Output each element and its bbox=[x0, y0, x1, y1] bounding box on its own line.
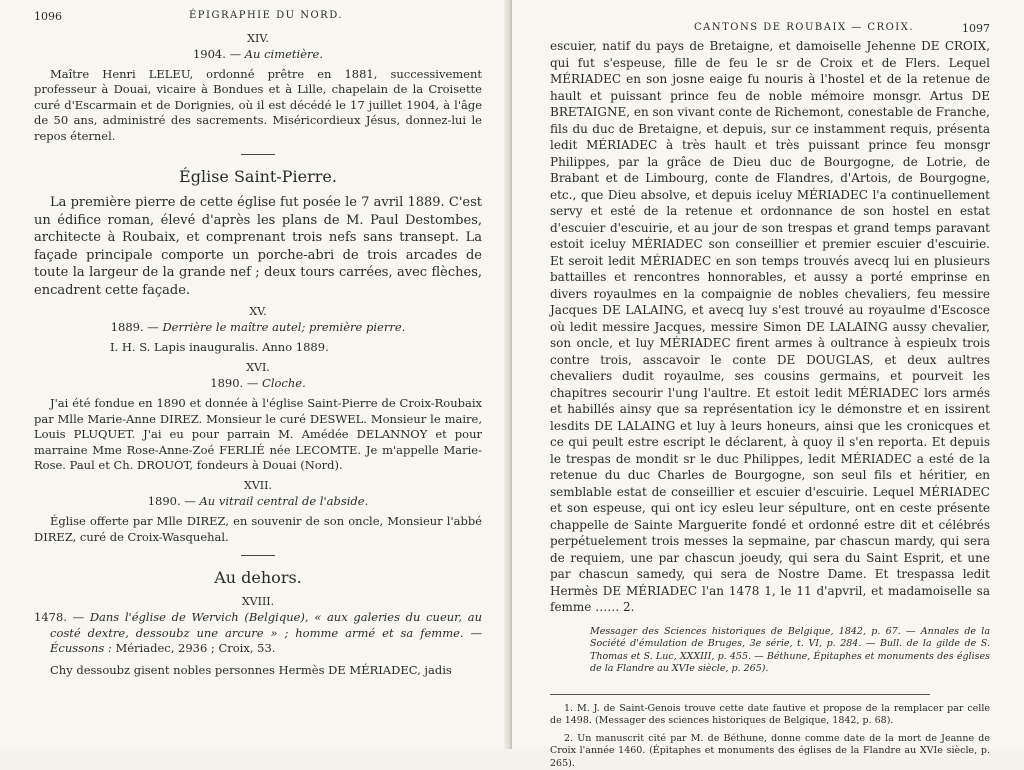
footnote-2: 2. Un manuscrit cité par M. de Béthune, donne comme date de la mort de Jeanne de Croix l'année 1460. (Épitaphes et monuments des églises de la Flandre au XVIe siècle, p. 265). bbox=[550, 733, 990, 770]
entry-numeral-xvi: XVI. bbox=[34, 361, 482, 374]
entry-place: Cloche. bbox=[262, 376, 306, 390]
source-references: Messager des Sciences historiques de Belgique, 1842, p. 67. — Annales de la Société d'émulation de Bruges, 3e série, t. VI, p. 284. — Bull. de la gilde de S. Thomas et S. Luc, XXXIII, p. 455. — Béthune, Épitaphes et monuments des églises de la Flandre au XVIe siècle, p. 265). bbox=[590, 626, 990, 676]
right-running-title: CANTONS DE ROUBAIX — CROIX. bbox=[694, 22, 914, 33]
entry-last-line: Chy dessoubz gisent nobles personnes Hermès DE MÉRIADEC, jadis bbox=[34, 663, 482, 678]
entry-tail: Mériadec, 2936 ; Croix, 53. bbox=[112, 641, 276, 655]
entry-header-xvi: 1890. — Cloche. bbox=[34, 376, 482, 390]
left-page-number: 1096 bbox=[34, 10, 62, 23]
entry-place: Derrière le maître autel; première pierre. bbox=[162, 320, 405, 334]
entry-numeral-xv: XV. bbox=[34, 305, 482, 318]
footnote-1: 1. M. J. de Saint-Genois trouve cette date fautive et propose de la remplacer par celle de 1498. (Messager des sciences historiques de Belgique, 1842, p. 68). bbox=[550, 703, 990, 728]
entry-text-xvi: J'ai été fondue en 1890 et donnée à l'église Saint-Pierre de Croix-Roubaix par Mlle Marie-Anne DIREZ. Monsieur le curé DESWEL. Monsieur le maire, Louis PLUQUET. J'ai eu pour parrain M. Amédée DELANNOY et pour marraine Mme Rose-Anne-Zoé FERLIÉ née LECOMTE. Je m'appelle Marie-Rose. Paul et Ch. DROUOT, fondeurs à Douai (Nord). bbox=[34, 396, 482, 473]
entry-text-xviii: 1478. — Dans l'église de Wervich (Belgique), « aux galeries du cueur, au costé dextre, dessoubz une arcure » ; homme armé et sa femme. — Écussons : Mériadec, 2936 ; Croix, 53. bbox=[34, 610, 482, 656]
entry-numeral-xvii: XVII. bbox=[34, 479, 482, 492]
left-page bbox=[0, 0, 508, 749]
epitaph-text: escuier, natif du pays de Bretaigne, et damoiselle Jehenne DE CROIX, qui fut s'espeuse, fille de feu le sr de Croix et de Flers. Lequel MÉRIADEC en son josne eaige fu nouris à l'hostel et de la retenue de hault et puissant prince feu de noble mémoire monsgr. Artus DE BRETAIGNE, en son vivant conte de Richemont, conestable de Franche, fils du duc de Bretaigne, et depuis, sur ce instamment requis, présenta ledit MÉRIADEC à très hault et très puissant prince feu monsgr Philippes, par la grâce de Dieu duc de Bourgogne, de Lotrie, de Brabant et de Limbourg, conte de Flandres, d'Artois, de Bourgogne, etc., que Dieu absolve, et depuis iceluy MÉRIADEC l'a continuellement servy et esté de la retenue et ordonnance de son hostel en estat d'escuier d'escuirie, et au jour de son trespas et grand temps paravant estoit iceluy MÉRIADEC son conseillier et premier escuier d'escuirie. Et seroit ledit MÉRIADEC en son temps trouvés avecq lui en plusieurs battailles et rencontres honnorables, et aussy a porté emprinse en divers royaulmes en la compaignie de nobles chevaliers, feu messire Jacques DE LALAING, et avecq luy s'est trouvé au royaulme d'Escosce où ledit messire Jacques, messire Simon DE LALAING aussy chevalier, son oncle, et luy MÉRIADEC firent armes à oultrance à espieulx trois contre trois, asscavoir le conte DE DOUGLAS, et deux aultres chevaliers dudit royaulme, ses cousins germains, et pourveit les chapitres secourir l'ung l'aultre. Et estoit ledit MÉRIADEC lors armés et habillés ainsy que sa représentation icy le démonstre et en issirent lesdits DE LALAING et luy à leurs honeurs, ainsi que les cronicques et ce qui peult estre escript le déclarent, à quoy il s'en reporta. Et depuis le trespas de mondit sr le duc Philippes, ledit MÉRIADEC a esté de la retenue du duc Charles de Bourgogne, son seul fils et héritier, en semblable estat de conseillier et escuier d'escuirie. Lequel MÉRIADEC et son espeuse, qui ont icy esleu leur sépulture, ont en ceste présente chappelle de Sainte Marguerite fondé et ordonné estre dit et célébrés perpétuelement trois messes la sepmaine, par chascun mardy, qui sera de requiem, une par chascun joeudy, qui sera du Saint Esprit, et une par chascun samedy, qui sera de Nostre Dame. Et trespassa ledit Hermès DE MÉRIADEC l'an 1478 1, le 11 d'apvril, et madamoiselle sa femme …… 2. bbox=[550, 38, 990, 616]
entry-header-xiv: 1904. — Au cimetière. bbox=[34, 47, 482, 61]
right-body bbox=[550, 38, 990, 616]
entry-header-xv: 1889. — Derrière le maître autel; première pierre. bbox=[34, 320, 482, 334]
entry-text-xiv: Maître Henri LELEU, ordonné prêtre en 1881, successivement professeur à Douai, vicaire à Bondues et à Lille, chapelain de la Croisette curé d'Escarmain et de Dorignies, où il est décédé le 17 juillet 1904, à l'âge de 50 ans, administré des sacrements. Miséricordieux Jésus, donnez-lui le repos éternel. bbox=[34, 67, 482, 144]
right-page bbox=[512, 0, 1024, 749]
entry-text-xvii: Église offerte par Mlle DIREZ, en souvenir de son oncle, Monsieur l'abbé DIREZ, curé de Croix-Wasquehal. bbox=[34, 514, 482, 545]
section-divider bbox=[241, 154, 275, 155]
entry-place: Au vitrail central de l'abside. bbox=[199, 494, 368, 508]
right-running-head bbox=[550, 10, 990, 38]
footnote-rule bbox=[550, 694, 930, 695]
church-heading: Église Saint-Pierre. bbox=[34, 167, 482, 186]
entry-date: 1478. bbox=[34, 610, 67, 624]
entry-italic: Dans l'église de Wervich (Belgique), « aux galeries du cueur, au costé dextre, dessoubz une arcure » ; homme armé et sa femme. — Écussons : bbox=[50, 610, 482, 655]
outside-heading: Au dehors. bbox=[34, 568, 482, 587]
entry-date: 1890. bbox=[210, 376, 243, 390]
entry-numeral-xviii: XVIII. bbox=[34, 595, 482, 608]
church-text: La première pierre de cette église fut posée le 7 avril 1889. C'est un édifice roman, élevé d'après les plans de M. Paul Destombes, architecte à Roubaix, et comprenant trois nefs sans transept. La façade principale comporte un porche-abri de trois arcades de toute la largeur de la grande nef ; deux tours carrées, avec flèches, encadrent cette façade. bbox=[34, 194, 482, 299]
entry-date: 1904. bbox=[193, 47, 226, 61]
right-page-number: 1097 bbox=[962, 22, 990, 35]
entry-date: 1889. bbox=[111, 320, 144, 334]
section-divider bbox=[241, 555, 275, 556]
left-running-title: ÉPIGRAPHIE DU NORD. bbox=[189, 10, 343, 21]
left-running-head bbox=[34, 10, 482, 26]
entry-place: Au cimetière. bbox=[245, 47, 323, 61]
entry-text-xv: I. H. S. Lapis inauguralis. Anno 1889. bbox=[34, 340, 482, 355]
entry-date: 1890. bbox=[148, 494, 181, 508]
entry-numeral-xiv: XIV. bbox=[34, 32, 482, 45]
entry-header-xvii: 1890. — Au vitrail central de l'abside. bbox=[34, 494, 482, 508]
church-description bbox=[34, 194, 482, 299]
